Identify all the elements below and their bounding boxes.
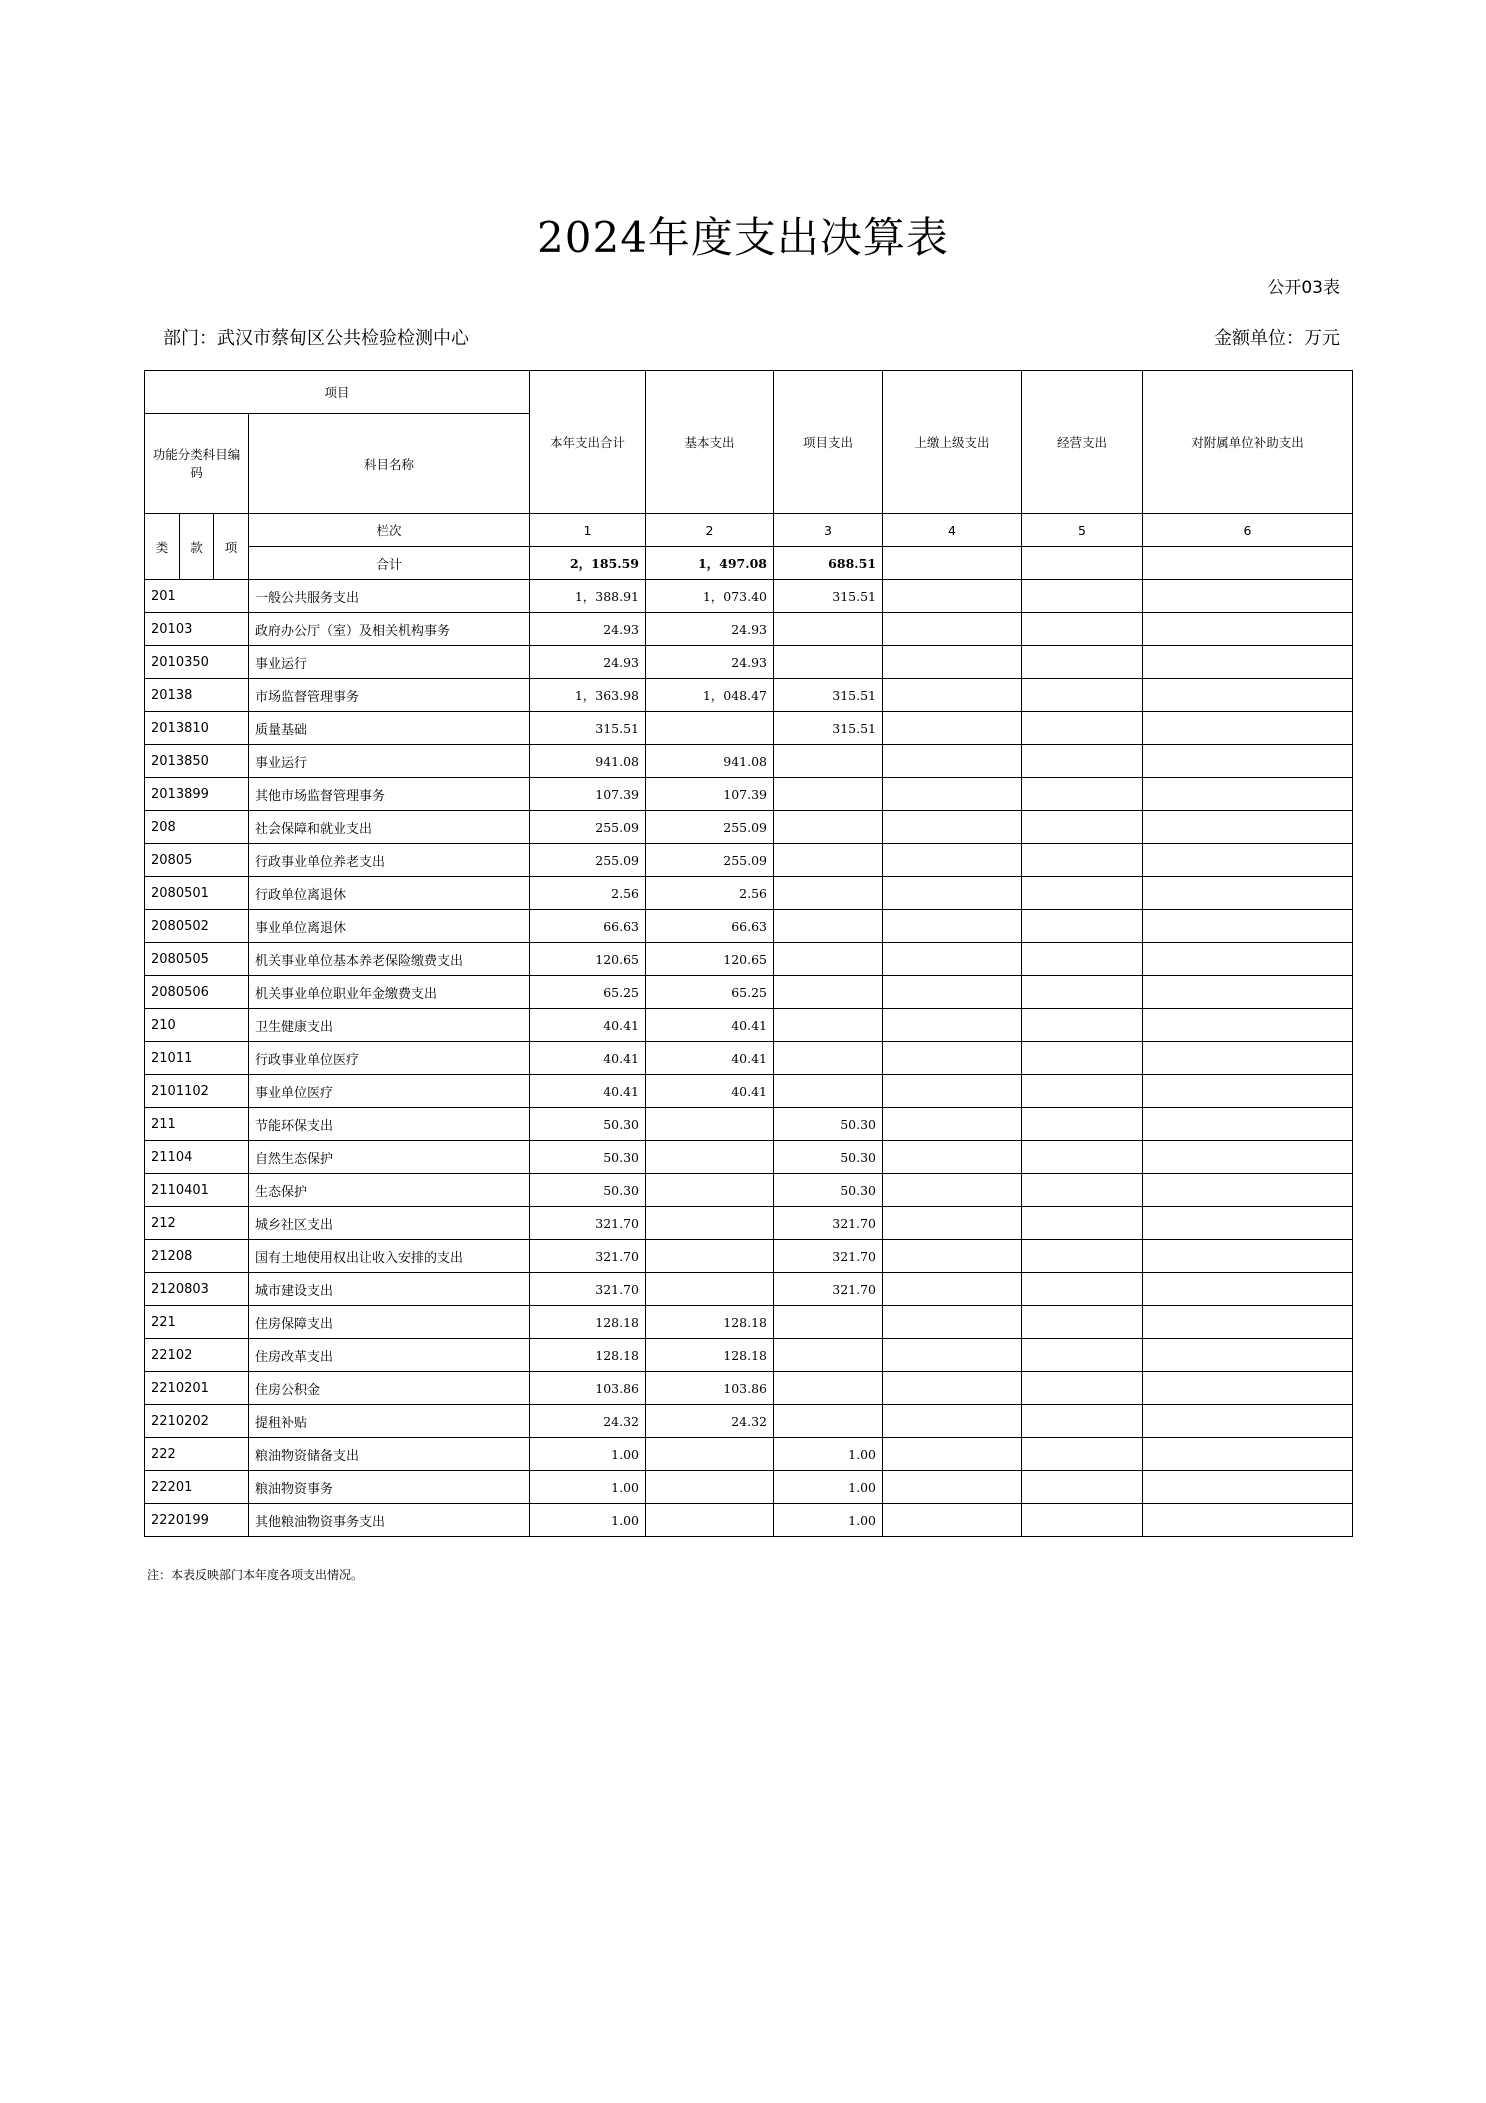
row-subsidy <box>1143 646 1353 679</box>
row-subject-name: 粮油物资事务 <box>249 1471 530 1504</box>
row-upper <box>883 1471 1022 1504</box>
row-basic: 66.63 <box>646 910 774 943</box>
row-business <box>1022 844 1143 877</box>
row-subsidy <box>1143 844 1353 877</box>
row-subject-name: 住房公积金 <box>249 1372 530 1405</box>
row-subsidy <box>1143 1240 1353 1273</box>
row-project <box>774 613 883 646</box>
department-label: 部门：武汉市蔡甸区公共检验检测中心 <box>163 328 469 349</box>
row-subject-name: 事业单位医疗 <box>249 1075 530 1108</box>
row-basic: 103.86 <box>646 1372 774 1405</box>
row-basic <box>646 1174 774 1207</box>
row-business <box>1022 1174 1143 1207</box>
row-basic: 2.56 <box>646 877 774 910</box>
col-number: 3 <box>774 514 883 547</box>
row-project: 50.30 <box>774 1174 883 1207</box>
row-business <box>1022 811 1143 844</box>
table-row <box>145 1075 1353 1108</box>
row-code: 2013810 <box>145 712 249 745</box>
row-business <box>1022 1504 1143 1537</box>
row-code: 21104 <box>145 1141 249 1174</box>
row-business <box>1022 1306 1143 1339</box>
row-upper <box>883 712 1022 745</box>
row-basic <box>646 1108 774 1141</box>
row-basic: 1，048.47 <box>646 679 774 712</box>
row-upper <box>883 580 1022 613</box>
row-subject-name: 卫生健康支出 <box>249 1009 530 1042</box>
row-upper <box>883 613 1022 646</box>
table-row <box>145 1009 1353 1042</box>
row-upper <box>883 844 1022 877</box>
row-subject-name: 住房保障支出 <box>249 1306 530 1339</box>
table-row <box>145 976 1353 1009</box>
row-total: 1.00 <box>530 1471 646 1504</box>
row-total: 1.00 <box>530 1438 646 1471</box>
table-row <box>145 1438 1353 1471</box>
table-row <box>145 1339 1353 1372</box>
row-business <box>1022 910 1143 943</box>
row-upper <box>883 1372 1022 1405</box>
row-project <box>774 943 883 976</box>
row-code: 2080501 <box>145 877 249 910</box>
row-upper <box>883 811 1022 844</box>
row-upper <box>883 646 1022 679</box>
row-subject-name: 事业单位离退休 <box>249 910 530 943</box>
row-basic <box>646 1240 774 1273</box>
row-project <box>774 844 883 877</box>
header-total: 本年支出合计 <box>530 371 646 514</box>
row-project: 1.00 <box>774 1504 883 1537</box>
row-business <box>1022 712 1143 745</box>
row-business <box>1022 1075 1143 1108</box>
row-upper <box>883 1075 1022 1108</box>
empty-cell <box>1022 547 1143 580</box>
row-upper <box>883 1306 1022 1339</box>
row-subsidy <box>1143 976 1353 1009</box>
row-basic: 255.09 <box>646 844 774 877</box>
row-total: 120.65 <box>530 943 646 976</box>
row-business <box>1022 580 1143 613</box>
row-business <box>1022 1405 1143 1438</box>
row-project: 50.30 <box>774 1141 883 1174</box>
row-project <box>774 877 883 910</box>
row-upper <box>883 1339 1022 1372</box>
row-project: 321.70 <box>774 1273 883 1306</box>
row-project <box>774 1339 883 1372</box>
row-project: 321.70 <box>774 1240 883 1273</box>
row-business <box>1022 1009 1143 1042</box>
row-total: 2.56 <box>530 877 646 910</box>
row-total: 321.70 <box>530 1240 646 1273</box>
row-basic: 24.93 <box>646 646 774 679</box>
row-subsidy <box>1143 1042 1353 1075</box>
row-upper <box>883 745 1022 778</box>
table-row <box>145 1504 1353 1537</box>
row-upper <box>883 1009 1022 1042</box>
row-project <box>774 1372 883 1405</box>
row-basic: 255.09 <box>646 811 774 844</box>
row-business <box>1022 1273 1143 1306</box>
row-code: 2080506 <box>145 976 249 1009</box>
row-basic: 120.65 <box>646 943 774 976</box>
row-subsidy <box>1143 1174 1353 1207</box>
row-subsidy <box>1143 778 1353 811</box>
row-total: 24.93 <box>530 646 646 679</box>
row-business <box>1022 1141 1143 1174</box>
row-total: 24.93 <box>530 613 646 646</box>
row-basic: 107.39 <box>646 778 774 811</box>
table-row <box>145 877 1353 910</box>
total-project: 688.51 <box>774 547 883 580</box>
row-basic: 1，073.40 <box>646 580 774 613</box>
row-subsidy <box>1143 1471 1353 1504</box>
row-basic: 65.25 <box>646 976 774 1009</box>
row-subject-name: 行政单位离退休 <box>249 877 530 910</box>
row-total: 315.51 <box>530 712 646 745</box>
unit-label: 金额单位：万元 <box>1214 328 1340 349</box>
row-code: 222 <box>145 1438 249 1471</box>
row-business <box>1022 1207 1143 1240</box>
row-subsidy <box>1143 1141 1353 1174</box>
row-subsidy <box>1143 1339 1353 1372</box>
row-subject-name: 城市建设支出 <box>249 1273 530 1306</box>
row-upper <box>883 1504 1022 1537</box>
col-number: 4 <box>883 514 1022 547</box>
row-subsidy <box>1143 1438 1353 1471</box>
header-subject-name: 科目名称 <box>249 414 530 514</box>
row-project <box>774 1405 883 1438</box>
row-upper <box>883 1141 1022 1174</box>
row-basic: 941.08 <box>646 745 774 778</box>
row-project: 315.51 <box>774 679 883 712</box>
row-code: 210 <box>145 1009 249 1042</box>
row-project <box>774 745 883 778</box>
row-subject-name: 市场监督管理事务 <box>249 679 530 712</box>
table-row <box>145 778 1353 811</box>
row-subsidy <box>1143 1207 1353 1240</box>
col-number: 2 <box>646 514 774 547</box>
row-subsidy <box>1143 679 1353 712</box>
row-basic <box>646 712 774 745</box>
row-total: 128.18 <box>530 1306 646 1339</box>
row-subject-name: 其他市场监督管理事务 <box>249 778 530 811</box>
row-code: 208 <box>145 811 249 844</box>
row-basic <box>646 1471 774 1504</box>
row-code: 21011 <box>145 1042 249 1075</box>
form-number: 公开03表 <box>1267 278 1340 298</box>
row-basic <box>646 1141 774 1174</box>
row-subsidy <box>1143 580 1353 613</box>
row-subject-name: 行政事业单位医疗 <box>249 1042 530 1075</box>
row-subject-name: 城乡社区支出 <box>249 1207 530 1240</box>
row-project: 50.30 <box>774 1108 883 1141</box>
row-total: 321.70 <box>530 1207 646 1240</box>
row-basic <box>646 1504 774 1537</box>
table-row <box>145 613 1353 646</box>
row-project: 1.00 <box>774 1471 883 1504</box>
row-total: 50.30 <box>530 1141 646 1174</box>
table-row <box>145 1108 1353 1141</box>
row-subject-name: 生态保护 <box>249 1174 530 1207</box>
table-row <box>145 1042 1353 1075</box>
row-subject-name: 事业运行 <box>249 646 530 679</box>
col-number: 6 <box>1143 514 1353 547</box>
header-basic: 基本支出 <box>646 371 774 514</box>
row-upper <box>883 943 1022 976</box>
table-row <box>145 679 1353 712</box>
table-row <box>145 1174 1353 1207</box>
row-business <box>1022 877 1143 910</box>
row-total: 40.41 <box>530 1075 646 1108</box>
row-upper <box>883 1438 1022 1471</box>
row-subject-name: 事业运行 <box>249 745 530 778</box>
table-row <box>145 811 1353 844</box>
row-total: 107.39 <box>530 778 646 811</box>
col-number: 5 <box>1022 514 1143 547</box>
row-total: 40.41 <box>530 1009 646 1042</box>
table-row <box>145 1273 1353 1306</box>
total-label: 合计 <box>249 547 530 580</box>
row-subsidy <box>1143 613 1353 646</box>
row-business <box>1022 613 1143 646</box>
table-row <box>145 1141 1353 1174</box>
row-subject-name: 一般公共服务支出 <box>249 580 530 613</box>
row-project: 1.00 <box>774 1438 883 1471</box>
row-upper <box>883 877 1022 910</box>
row-subject-name: 政府办公厅（室）及相关机构事务 <box>249 613 530 646</box>
footnote: 注：本表反映部门本年度各项支出情况。 <box>147 1568 364 1582</box>
row-upper <box>883 679 1022 712</box>
row-total: 1，388.91 <box>530 580 646 613</box>
row-subsidy <box>1143 1075 1353 1108</box>
row-business <box>1022 778 1143 811</box>
row-upper <box>883 1240 1022 1273</box>
row-code: 2210202 <box>145 1405 249 1438</box>
row-total: 255.09 <box>530 844 646 877</box>
row-project <box>774 1009 883 1042</box>
row-basic: 40.41 <box>646 1075 774 1108</box>
row-business <box>1022 943 1143 976</box>
row-project <box>774 1075 883 1108</box>
table-row <box>145 943 1353 976</box>
table-row <box>145 745 1353 778</box>
row-code: 21208 <box>145 1240 249 1273</box>
row-total: 50.30 <box>530 1174 646 1207</box>
row-total: 321.70 <box>530 1273 646 1306</box>
row-code: 20103 <box>145 613 249 646</box>
header-func-code: 功能分类科目编码 <box>145 414 249 514</box>
row-basic <box>646 1273 774 1306</box>
row-total: 66.63 <box>530 910 646 943</box>
row-subsidy <box>1143 1504 1353 1537</box>
row-subsidy <box>1143 811 1353 844</box>
row-project: 315.51 <box>774 712 883 745</box>
row-code: 2013899 <box>145 778 249 811</box>
row-project <box>774 976 883 1009</box>
table-row <box>145 844 1353 877</box>
row-subject-name: 粮油物资储备支出 <box>249 1438 530 1471</box>
table-row <box>145 910 1353 943</box>
row-project: 321.70 <box>774 1207 883 1240</box>
row-basic: 128.18 <box>646 1339 774 1372</box>
row-total: 1，363.98 <box>530 679 646 712</box>
row-subsidy <box>1143 1108 1353 1141</box>
row-subsidy <box>1143 1273 1353 1306</box>
row-total: 24.32 <box>530 1405 646 1438</box>
row-basic: 128.18 <box>646 1306 774 1339</box>
row-business <box>1022 646 1143 679</box>
row-business <box>1022 1339 1143 1372</box>
row-subsidy <box>1143 1372 1353 1405</box>
table-row <box>145 1405 1353 1438</box>
row-subject-name: 提租补贴 <box>249 1405 530 1438</box>
table-row <box>145 646 1353 679</box>
row-subsidy <box>1143 877 1353 910</box>
row-upper <box>883 1207 1022 1240</box>
page-title: 2024年度支出决算表 <box>537 213 949 262</box>
row-project <box>774 646 883 679</box>
row-basic: 24.93 <box>646 613 774 646</box>
table-row <box>145 1471 1353 1504</box>
table-row <box>145 1240 1353 1273</box>
row-total: 128.18 <box>530 1339 646 1372</box>
row-subject-name: 节能环保支出 <box>249 1108 530 1141</box>
row-business <box>1022 1042 1143 1075</box>
header-project: 项目 <box>145 371 530 414</box>
row-code: 22201 <box>145 1471 249 1504</box>
row-subject-name: 机关事业单位职业年金缴费支出 <box>249 976 530 1009</box>
row-business <box>1022 976 1143 1009</box>
row-upper <box>883 1108 1022 1141</box>
row-total: 50.30 <box>530 1108 646 1141</box>
empty-cell <box>1143 547 1353 580</box>
row-upper <box>883 976 1022 1009</box>
row-subsidy <box>1143 910 1353 943</box>
row-code: 20138 <box>145 679 249 712</box>
row-subsidy <box>1143 1009 1353 1042</box>
row-upper <box>883 778 1022 811</box>
header-row-label: 栏次 <box>249 514 530 547</box>
table-row <box>145 1207 1353 1240</box>
header-upper: 上缴上级支出 <box>883 371 1022 514</box>
row-code: 2080505 <box>145 943 249 976</box>
row-code: 2010350 <box>145 646 249 679</box>
row-basic <box>646 1438 774 1471</box>
row-upper <box>883 1042 1022 1075</box>
header-kuan: 款 <box>180 514 214 580</box>
row-basic: 40.41 <box>646 1009 774 1042</box>
row-code: 211 <box>145 1108 249 1141</box>
row-business <box>1022 1108 1143 1141</box>
row-business <box>1022 1240 1143 1273</box>
row-code: 221 <box>145 1306 249 1339</box>
row-basic: 24.32 <box>646 1405 774 1438</box>
row-total: 65.25 <box>530 976 646 1009</box>
expenditure-table <box>144 370 1353 1537</box>
row-code: 2013850 <box>145 745 249 778</box>
row-business <box>1022 1438 1143 1471</box>
row-upper <box>883 1405 1022 1438</box>
row-upper <box>883 1174 1022 1207</box>
row-project <box>774 778 883 811</box>
row-business <box>1022 745 1143 778</box>
table-row <box>145 1372 1353 1405</box>
table-row <box>145 1306 1353 1339</box>
row-project <box>774 1306 883 1339</box>
row-upper <box>883 1273 1022 1306</box>
row-total: 255.09 <box>530 811 646 844</box>
row-subject-name: 其他粮油物资事务支出 <box>249 1504 530 1537</box>
row-code: 2220199 <box>145 1504 249 1537</box>
row-business <box>1022 679 1143 712</box>
row-subject-name: 住房改革支出 <box>249 1339 530 1372</box>
row-business <box>1022 1372 1143 1405</box>
row-code: 2110401 <box>145 1174 249 1207</box>
col-number: 1 <box>530 514 646 547</box>
row-code: 2101102 <box>145 1075 249 1108</box>
empty-cell <box>883 547 1022 580</box>
row-code: 22102 <box>145 1339 249 1372</box>
row-project <box>774 1042 883 1075</box>
row-code: 212 <box>145 1207 249 1240</box>
header-business: 经营支出 <box>1022 371 1143 514</box>
row-subsidy <box>1143 712 1353 745</box>
row-project: 315.51 <box>774 580 883 613</box>
row-subject-name: 社会保障和就业支出 <box>249 811 530 844</box>
row-total: 941.08 <box>530 745 646 778</box>
total-basic: 1，497.08 <box>646 547 774 580</box>
row-code: 20805 <box>145 844 249 877</box>
row-project <box>774 910 883 943</box>
header-xiang: 项 <box>214 514 249 580</box>
row-business <box>1022 1471 1143 1504</box>
row-project <box>774 811 883 844</box>
row-total: 1.00 <box>530 1504 646 1537</box>
header-project-exp: 项目支出 <box>774 371 883 514</box>
row-subsidy <box>1143 1306 1353 1339</box>
row-code: 2120803 <box>145 1273 249 1306</box>
row-code: 201 <box>145 580 249 613</box>
row-subject-name: 自然生态保护 <box>249 1141 530 1174</box>
total-amount: 2，185.59 <box>530 547 646 580</box>
row-subsidy <box>1143 943 1353 976</box>
row-subject-name: 国有土地使用权出让收入安排的支出 <box>249 1240 530 1273</box>
row-subject-name: 质量基础 <box>249 712 530 745</box>
row-code: 2080502 <box>145 910 249 943</box>
row-subsidy <box>1143 745 1353 778</box>
row-code: 2210201 <box>145 1372 249 1405</box>
row-basic: 40.41 <box>646 1042 774 1075</box>
table-row <box>145 580 1353 613</box>
row-upper <box>883 910 1022 943</box>
row-total: 103.86 <box>530 1372 646 1405</box>
table-row <box>145 712 1353 745</box>
row-total: 40.41 <box>530 1042 646 1075</box>
row-subsidy <box>1143 1405 1353 1438</box>
header-subsidy: 对附属单位补助支出 <box>1143 371 1353 514</box>
row-subject-name: 行政事业单位养老支出 <box>249 844 530 877</box>
row-subject-name: 机关事业单位基本养老保险缴费支出 <box>249 943 530 976</box>
row-basic <box>646 1207 774 1240</box>
header-lei: 类 <box>145 514 180 580</box>
